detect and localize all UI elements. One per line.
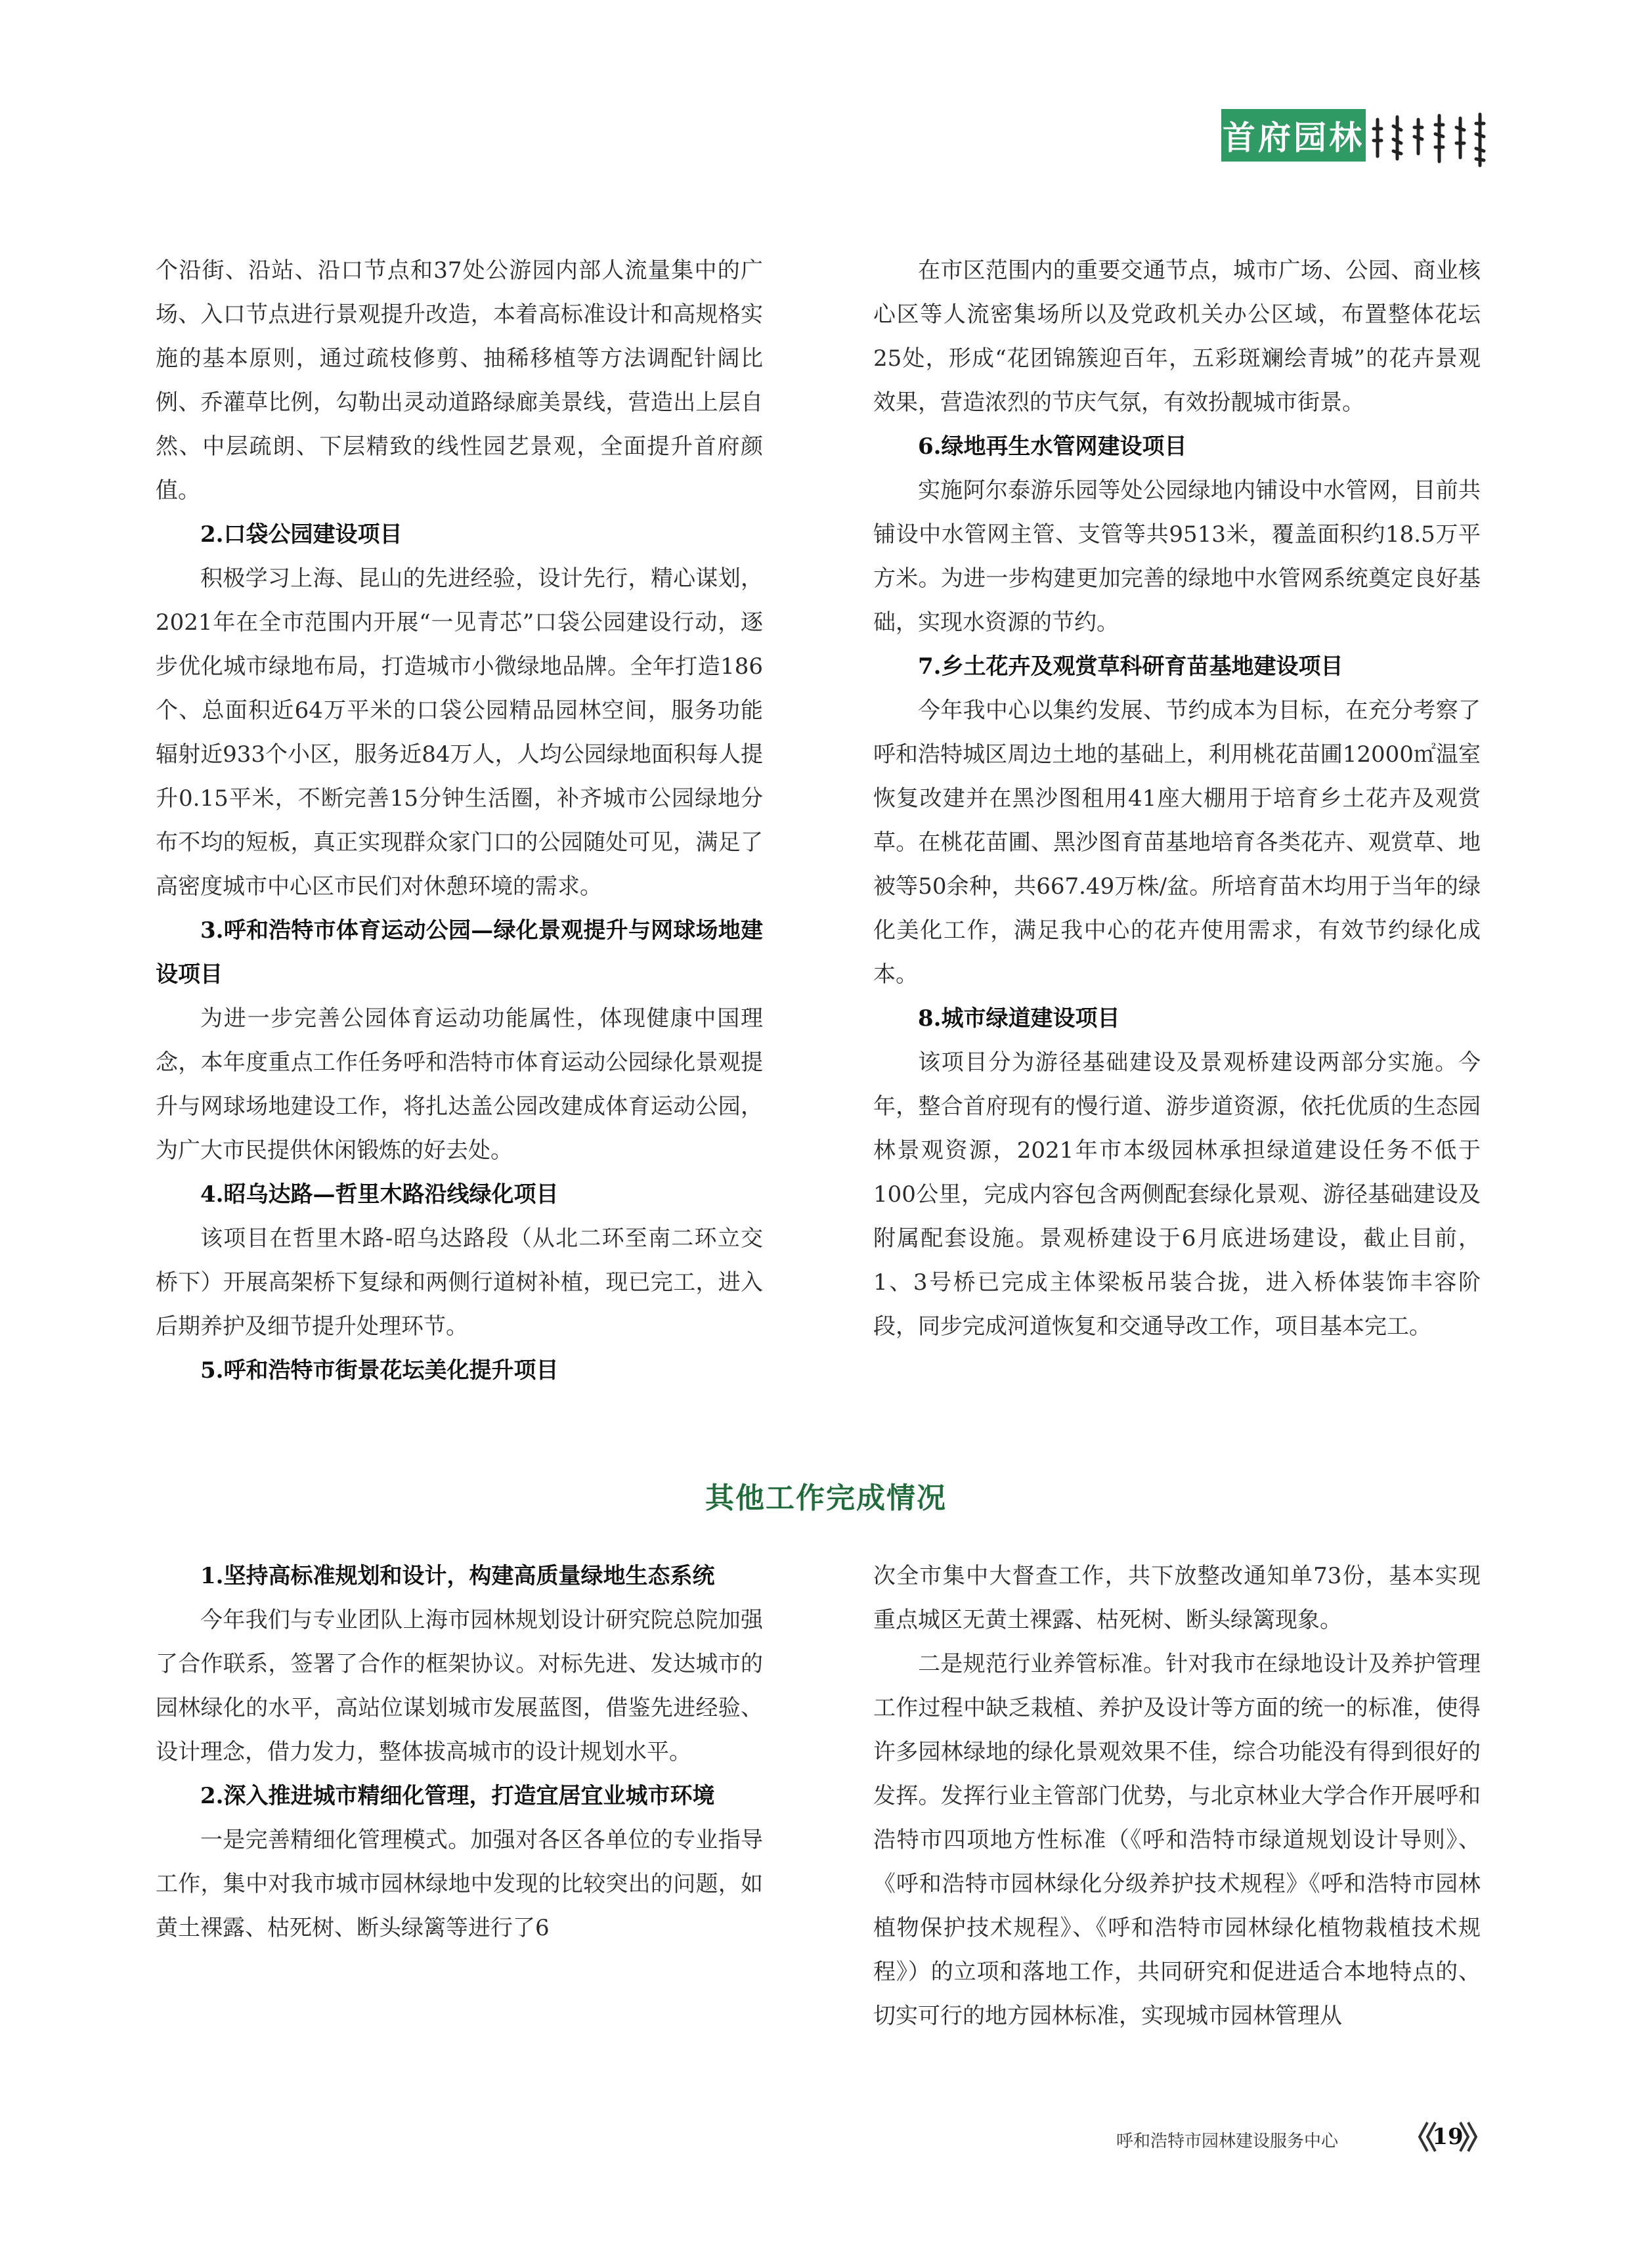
subsection-heading: 5.呼和浩特市街景花坛美化提升项目 — [200, 1357, 559, 1384]
subsection-heading: 3.呼和浩特市体育运动公园—绿化景观提升与网球场地建设项目 — [156, 917, 763, 988]
section-title: 其他工作完成情况 — [705, 1481, 947, 1515]
paragraph: 一是完善精细化管理模式。加强对各区各单位的专业指导工作，集中对我市城市园林绿地中发现的比较突出的问题，如黄土裸露、枯死树、断头绿篱等进行了6 — [156, 1827, 763, 1941]
page-number-badge — [1418, 2120, 1477, 2154]
bottom-right-column — [873, 1554, 1481, 2038]
paragraph: 二是规范行业养管标准。针对我市在绿地设计及养护管理工作过程中缺乏栽植、养护及设计等方面的统一的标准，使得许多园林绿地的绿化景观效果不佳，综合功能没有得到很好的发挥。发挥行业主管部门优势，与北京林业大学合作开展呼和浩特市四项地方性标准（《呼和浩特市绿道规划设计导则》、《呼和浩特市园林绿化分级养护技术规程》《呼和浩特市园林植物保护技术规程》、《呼和浩特市园林绿化植物栽植技术规程》）的立项和落地工作，共同研究和促进适合本地特点的、切实可行的地方园林标准，实现城市园林管理从 — [873, 1651, 1481, 2029]
subsection-heading: 8.城市绿道建设项目 — [918, 1005, 1120, 1032]
mongolian-script-logo — [1371, 110, 1489, 168]
brand-logo-text: 首府园林 — [1223, 118, 1364, 157]
paragraph: 今年我们与专业团队上海市园林规划设计研究院总院加强了合作联系，签署了合作的框架协议。对标先进、发达城市的园林绿化的水平，高站位谋划城市发展蓝图，借鉴先进经验、设计理念，借力发力，整体拔高城市的设计规划水平。 — [156, 1607, 763, 1765]
footer-org: 呼和浩特市园林建设服务中心 — [1116, 2132, 1339, 2151]
subsection-heading: 2.口袋公园建设项目 — [200, 521, 402, 548]
brand-logo — [1221, 109, 1366, 162]
subsection-heading: 7.乡土花卉及观赏草科研育苗基地建设项目 — [918, 653, 1343, 680]
subsection-heading: 1.坚持高标准规划和设计，构建高质量绿地生态系统 — [200, 1563, 715, 1589]
paragraph: 该项目分为游径基础建设及景观桥建设两部分实施。今年，整合首府现有的慢行道、游步道资源，依托优质的生态园林景观资源，2021年市本级园林承担绿道建设任务不低于100公里，完成内容包含两侧配套绿化景观、游径基础建设及附属配套设施。景观桥建设于6月底进场建设，截止目前，1、3号桥已完成主体梁板吊装合拢，进入桥体装饰丰容阶段，同步完成河道恢复和交通导改工作，项目基本完工。 — [873, 1049, 1481, 1340]
page-number: 19 — [1432, 2124, 1464, 2150]
paragraph: 今年我中心以集约发展、节约成本为目标，在充分考察了呼和浩特城区周边土地的基础上，利用桃花苗圃12000㎡温室恢复改建并在黑沙图租用41座大棚用于培育乡土花卉及观赏草。在桃花苗圃、黑沙图育苗基地培育各类花卉、观赏草、地被等50余种，共667.49万株/盆。所培育苗木均用于当年的绿化美化工作，满足我中心的花卉使用需求，有效节约绿化成本。 — [873, 697, 1481, 988]
bottom-left-column — [156, 1554, 763, 1950]
paragraph: 实施阿尔泰游乐园等处公园绿地内铺设中水管网，目前共铺设中水管网主管、支管等共9513米，覆盖面积约18.5万平方米。为进一步构建更加完善的绿地中水管网系统奠定良好基础，实现水资源的节约。 — [873, 477, 1481, 636]
paragraph: 该项目在哲里木路-昭乌达路段（从北二环至南二环立交桥下）开展高架桥下复绿和两侧行道树补植，现已完工，进入后期养护及细节提升处理环节。 — [156, 1225, 763, 1340]
subsection-heading: 6.绿地再生水管网建设项目 — [918, 433, 1187, 460]
paragraph: 次全市集中大督查工作，共下放整改通知单73份，基本实现重点城区无黄土裸露、枯死树、断头绿篱现象。 — [873, 1563, 1481, 1633]
subsection-heading: 4.昭乌达路—哲里木路沿线绿化项目 — [200, 1181, 559, 1208]
paragraph: 积极学习上海、昆山的先进经验，设计先行，精心谋划，2021年在全市范围内开展“一见青芯”口袋公园建设行动，逐步优化城市绿地布局，打造城市小微绿地品牌。全年打造186个、总面积近64万平米的口袋公园精品园林空间，服务功能辐射近933个小区，服务近84万人，人均公园绿地面积每人提升0.15平米，不断完善15分钟生活圈，补齐城市公园绿地分布不均的短板，真正实现群众家门口的公园随处可见，满足了高密度城市中心区市民们对休憩环境的需求。 — [156, 565, 763, 900]
top-right-column — [873, 249, 1481, 1349]
subsection-heading: 2.深入推进城市精细化管理，打造宜居宜业城市环境 — [200, 1783, 715, 1809]
paragraph: 为进一步完善公园体育运动功能属性，体现健康中国理念，本年度重点工作任务呼和浩特市体育运动公园绿化景观提升与网球场地建设工作，将扎达盖公园改建成体育运动公园，为广大市民提供休闲锻炼的好去处。 — [156, 1005, 763, 1164]
paragraph: 在市区范围内的重要交通节点，城市广场、公园、商业核心区等人流密集场所以及党政机关办公区域，布置整体花坛25处，形成“花团锦簇迎百年，五彩斑斓绘青城”的花卉景观效果，营造浓烈的节庆气氛，有效扮靓城市街景。 — [873, 257, 1481, 416]
paragraph: 个沿街、沿站、沿口节点和37处公游园内部人流量集中的广场、入口节点进行景观提升改造，本着高标准设计和高规格实施的基本原则，通过疏枝修剪、抽稀移植等方法调配针阔比例、乔灌草比例，勾勒出灵动道路绿廊美景线，营造出上层自然、中层疏朗、下层精致的线性园艺景观，全面提升首府颜值。 — [156, 257, 763, 504]
top-left-column — [156, 249, 763, 1393]
